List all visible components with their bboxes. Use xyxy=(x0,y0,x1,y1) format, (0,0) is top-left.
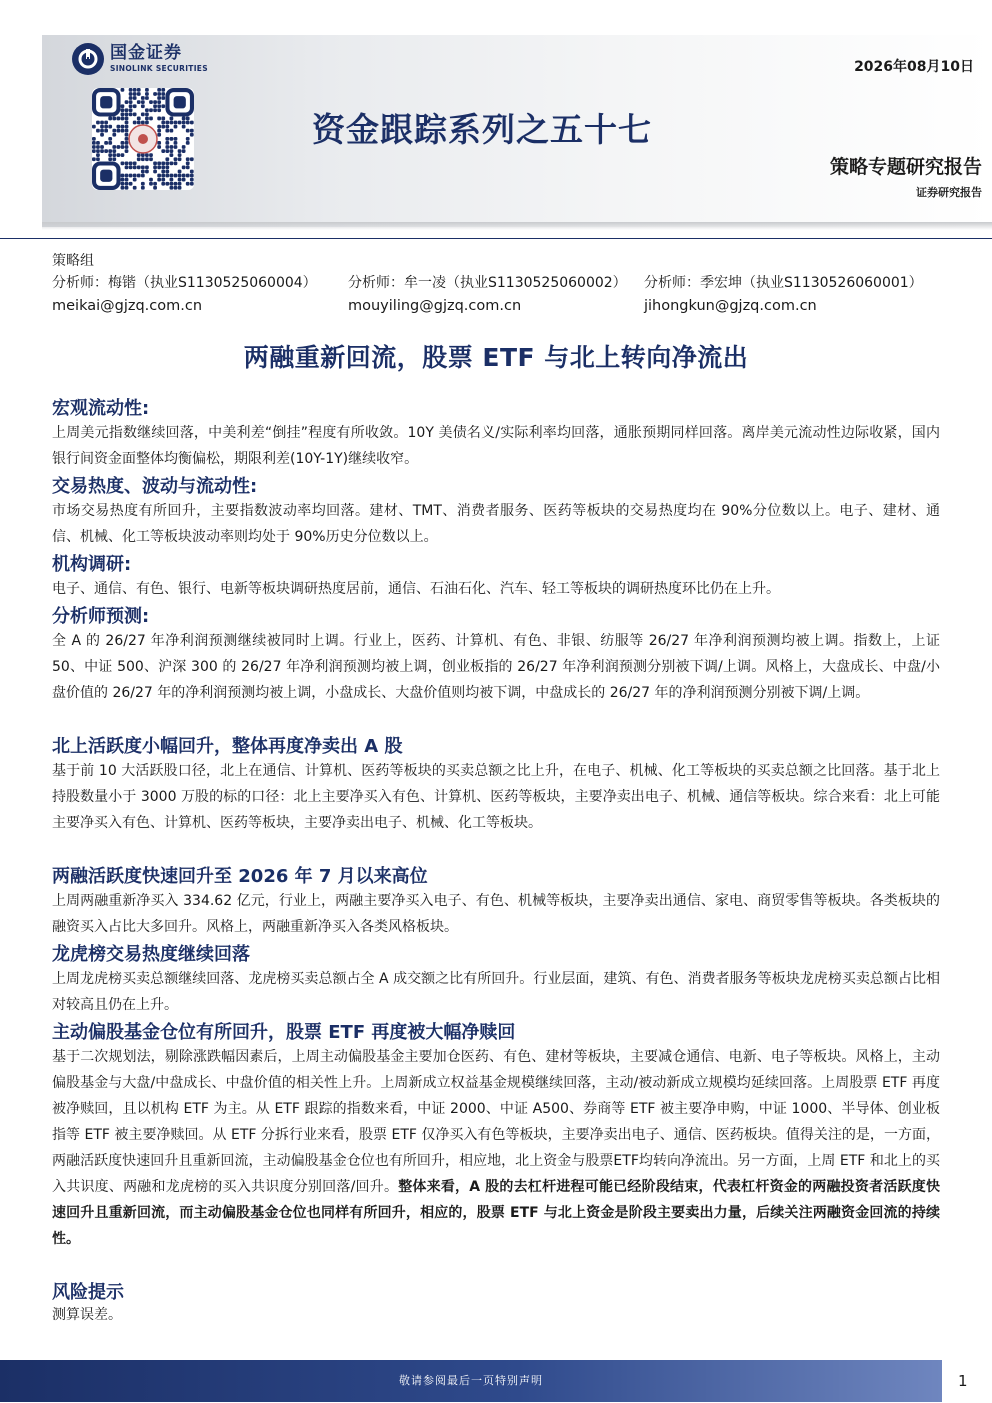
sinolink-logo-icon xyxy=(72,43,104,75)
series-title: 资金跟踪系列之五十七 xyxy=(312,110,652,149)
qr-code-icon xyxy=(92,88,194,190)
section-text-analyst-forecast: 全 A 的 26/27 年净利润预测继续被同时上调。行业上，医药、计算机、有色、非银、纺服等 26/27 年净利润预测均被上调。指数上，上证 50、中证 500、沪深 300 的 26/27 年净利润预测均被上调，创业板指的 26/27 年净利润预测分别被下调/上调。风格上，大盘成长、中盘/小盘价值的 26/27 年的净利润预测均被上调，小盘成长、大盘价值则均被下调，中盘成长的 26/27 年的净利润预测分别被下调/上调。 xyxy=(52,633,940,701)
section-title-margin-trading: 两融活跃度快速回升至 2026 年 7 月以来高位 xyxy=(52,866,428,887)
analyst-name: 分析师：牟一凌（执业S1130525060002） xyxy=(348,275,627,291)
section-text-northbound: 基于前 10 大活跃股口径，北上在通信、计算机、医药等板块的买卖总额之比上升，在电子、机械、化工等板块的买卖总额之比回落。基于北上持股数量小于 3000 万股的标的口径：北上主要净买入有色、计算机、医药等板块，主要净卖出电子、机械、通信等板块。综合来看：北上可能主要净买入有色、计算机、医药等板块，主要净卖出电子、机械、化工等板块。 xyxy=(52,763,940,831)
analyst-email[interactable]: meikai@gjzq.com.cn xyxy=(52,298,203,314)
section-text-institution-research: 电子、通信、有色、银行、电新等板块调研热度居前，通信、石油石化、汽车、轻工等板块的调研热度环比仍在上升。 xyxy=(52,581,780,597)
section-title-northbound: 北上活跃度小幅回升，整体再度净卖出 A 股 xyxy=(52,736,403,757)
report-date: 2026年08月10日 xyxy=(854,59,974,75)
section-text-margin-trading: 上周两融重新净买入 334.62 亿元，行业上，两融主要净买入电子、有色、机械等板块，主要净卖出通信、家电、商贸零售等板块。各类板块的融资买入占比大多回升。风格上，两融重新净买入各类风格板块。 xyxy=(52,893,940,935)
section-text-macro-liquidity: 上周美元指数继续回落，中美利差“倒挂”程度有所收敛。10Y 美债名义/实际利率均回落，通胀预期同样回落。离岸美元流动性边际收紧，国内银行间资金面整体均衡偏松，期限利差(10Y-1Y)继续收窄。 xyxy=(52,425,940,467)
section-title-risk: 风险提示 xyxy=(52,1282,124,1303)
analyst-2 xyxy=(348,272,627,318)
analyst-name: 分析师：梅锴（执业S1130525060004） xyxy=(52,275,317,291)
banner-shadow xyxy=(42,222,992,230)
analyst-3 xyxy=(644,272,923,318)
analyst-email[interactable]: jihongkun@gjzq.com.cn xyxy=(644,298,817,314)
header-divider xyxy=(0,238,992,239)
page-number: 1 xyxy=(958,1372,968,1390)
brand-logo xyxy=(72,42,208,76)
report-type: 策略专题研究报告 xyxy=(829,156,982,178)
analyst-1 xyxy=(52,272,317,318)
section-title-macro-liquidity: 宏观流动性: xyxy=(52,398,150,419)
brand-name-en: SINOLINK SECURITIES xyxy=(110,64,208,74)
analyst-email[interactable]: mouyiling@gjzq.com.cn xyxy=(348,298,522,314)
section-text-risk: 测算误差。 xyxy=(52,1307,122,1323)
footer-disclaimer-link[interactable]: 敬请参阅最后一页特别声明 xyxy=(399,1374,543,1387)
brand-name-cn: 国金证券 xyxy=(110,43,182,64)
section-title-trading-heat: 交易热度、波动与流动性: xyxy=(52,476,258,497)
section-text-active-funds-etf xyxy=(52,1044,940,1252)
report-subtype: 证券研究报告 xyxy=(916,186,982,199)
section-title-analyst-forecast: 分析师预测: xyxy=(52,606,150,627)
analyst-name: 分析师：季宏坤（执业S1130526060001） xyxy=(644,275,923,291)
section-text-dragon-tiger-list: 上周龙虎榜买卖总额继续回落、龙虎榜买卖总额占全 A 成交额之比有所回升。行业层面，建筑、有色、消费者服务等板块龙虎榜买卖总额占比相对较高且仍在上升。 xyxy=(52,971,940,1013)
section-text-trading-heat: 市场交易热度有所回升，主要指数波动率均回落。建材、TMT、消费者服务、医药等板块的交易热度均在 90%分位数以上。电子、建材、通信、机械、化工等板块波动率则均处于 90%历史分位数以上。 xyxy=(52,503,940,545)
report-headline: 两融重新回流，股票 ETF 与北上转向净流出 xyxy=(243,343,749,372)
section-title-active-funds-etf: 主动偏股基金仓位有所回升，股票 ETF 再度被大幅净赎回 xyxy=(52,1022,516,1043)
team-name: 策略组 xyxy=(52,253,94,269)
section-title-dragon-tiger-list: 龙虎榜交易热度继续回落 xyxy=(52,944,250,965)
section-body: 基于二次规划法，剔除涨跌幅因素后，上周主动偏股基金主要加仓医药、有色、建材等板块，主要减仓通信、电新、电子等板块。风格上，主动偏股基金与大盘/中盘成长、中盘价值的相关性上升。上周新成立权益基金规模继续回落，主动/被动新成立规模均延续回落。上周股票 ETF 再度被净赎回，且以机构 ETF 为主。从 ETF 跟踪的指数来看，中证 2000、中证 A500、券商等 ETF 被主要净申购，中证 1000、半导体、创业板指等 ETF 被主要净赎回。从 ETF 分拆行业来看，股票 ETF 仅净买入有色等板块，主要净卖出电子、通信、医药板块。值得关注的是，一方面，两融活跃度快速回升且重新回流，主动偏股基金仓位也有所回升，相应地，北上资金与股票ETF均转向净流出。另一方面，上周 ETF 和北上的买入共识度、两融和龙虎榜的买入共识度分别回落/回升。 xyxy=(52,1049,940,1195)
section-conclusion: 整体来看，A 股的去杠杆进程可能已经阶段结束，代表杠杆资金的两融投资者活跃度快速回升且重新回流，而主动偏股基金仓位也同样有所回升，相应的，股票 ETF 与北上资金是阶段主要卖出力量，后续关注两融资金回流的持续性。 xyxy=(52,1179,940,1247)
section-title-institution-research: 机构调研: xyxy=(52,554,132,575)
